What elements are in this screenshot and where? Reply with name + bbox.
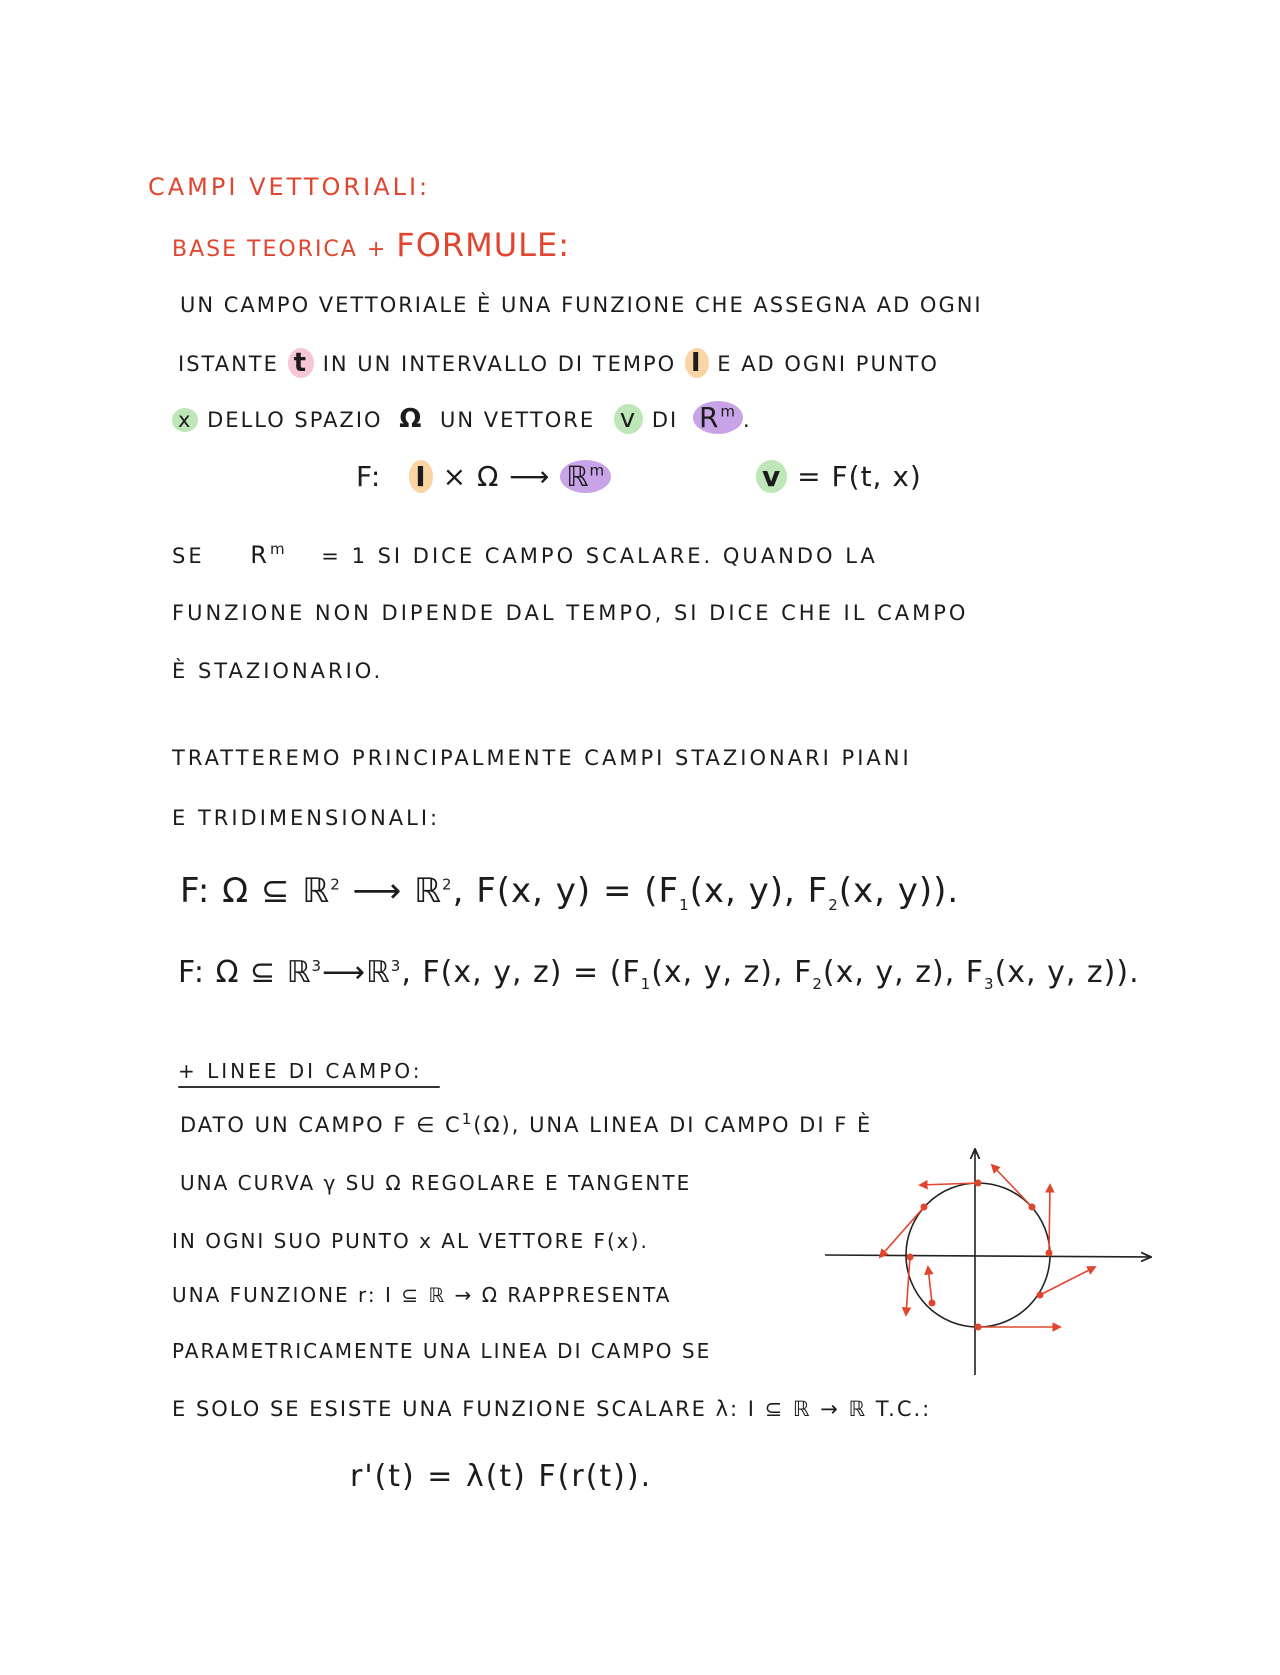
stationary-line-2: E TRIDIMENSIONALI: bbox=[172, 806, 441, 830]
f2d-exp: 2 bbox=[442, 875, 453, 894]
intro-text: DELLO SPAZIO bbox=[207, 408, 383, 432]
field-line-2: UNA CURVA γ SU Ω REGOLARE E TANGENTE bbox=[180, 1171, 692, 1195]
field-lines-diagram bbox=[820, 1145, 1160, 1385]
field-line-final-formula: r'(t) = λ(t) F(r(t)). bbox=[350, 1459, 653, 1494]
intro-text: IN UN INTERVALLO DI TEMPO bbox=[322, 352, 677, 376]
var-R bbox=[693, 401, 743, 434]
field-line-4: UNA FUNZIONE r: I ⊆ ℝ → Ω RAPPRESENTA bbox=[172, 1283, 672, 1307]
formula-v: v bbox=[756, 460, 787, 493]
var-I: I bbox=[685, 348, 709, 378]
f3d-part: , F(x, y, z) = (F bbox=[401, 955, 641, 990]
f2d-part: (x, y), F bbox=[689, 871, 829, 911]
intro-line-3 bbox=[172, 403, 752, 435]
page-title: CAMPI VETTORIALI: bbox=[148, 173, 431, 201]
var-x: x bbox=[172, 408, 198, 432]
scalar-rest: = 1 SI DICE CAMPO SCALARE. QUANDO LA bbox=[321, 544, 878, 568]
scalar-R-exp: m bbox=[269, 540, 288, 558]
scalar-line-1 bbox=[172, 540, 878, 571]
f3d-part: ⟶ℝ bbox=[322, 955, 391, 990]
f2d-sub: 2 bbox=[828, 895, 839, 914]
section-subtitle bbox=[172, 226, 570, 265]
formula-3d bbox=[178, 955, 1140, 993]
field-line-6: E SOLO SE ESISTE UNA FUNZIONE SCALARE λ: I ⊆ ℝ → ℝ T.C.: bbox=[172, 1397, 932, 1421]
f3d-sub: 2 bbox=[812, 975, 823, 993]
formula-R-letter: ℝ bbox=[566, 460, 590, 493]
scalar-se: SE bbox=[172, 544, 205, 568]
x-axis bbox=[825, 1255, 1150, 1257]
intro-text: E AD OGNI PUNTO bbox=[717, 352, 939, 376]
field-lines-heading: + LINEE DI CAMPO: bbox=[178, 1059, 423, 1083]
formula-times-omega: × Ω ⟶ bbox=[442, 460, 551, 493]
field-line-1 bbox=[180, 1110, 872, 1140]
formula-I: I bbox=[409, 460, 432, 493]
var-R-letter: R bbox=[698, 401, 721, 434]
f3d-part: (x, y, z), F bbox=[822, 955, 985, 990]
intro-end: . bbox=[743, 408, 752, 432]
scalar-R-letter: R bbox=[250, 541, 270, 569]
intro-text: UN VETTORE bbox=[440, 408, 596, 432]
fl-exp: 1 bbox=[461, 1110, 474, 1128]
formula-rhs: = F(t, x) bbox=[797, 460, 922, 493]
f3d-sub: 1 bbox=[640, 975, 652, 993]
field-line-5: PARAMETRICAMENTE UNA LINEA DI CAMPO SE bbox=[172, 1339, 712, 1363]
var-R-exp: m bbox=[720, 402, 738, 421]
f3d-part: F: Ω ⊆ ℝ bbox=[178, 955, 312, 990]
var-v: v bbox=[614, 404, 643, 434]
formula-main-lhs bbox=[356, 462, 611, 492]
formula-R-exp: m bbox=[589, 461, 606, 480]
formula-2d bbox=[180, 871, 960, 914]
f2d-sub: 1 bbox=[679, 895, 690, 914]
f3d-sub: 3 bbox=[984, 975, 995, 993]
var-t: t bbox=[288, 348, 314, 378]
formula-main-rhs bbox=[756, 462, 922, 492]
subtitle-formule: FORMULE: bbox=[396, 226, 570, 264]
field-line-3: IN OGNI SUO PUNTO x AL VETTORE F(x). bbox=[172, 1229, 649, 1253]
f2d-part: F: Ω ⊆ ℝ bbox=[180, 871, 331, 911]
f3d-exp: 3 bbox=[390, 957, 402, 975]
formula-F: F: bbox=[356, 460, 382, 493]
formula-R bbox=[560, 460, 611, 493]
scalar-line-2: FUNZIONE NON DIPENDE DAL TEMPO, SI DICE CHE IL CAMPO bbox=[172, 601, 969, 625]
f2d-exp: 2 bbox=[330, 875, 341, 894]
scalar-R bbox=[250, 541, 287, 569]
intro-line-2 bbox=[178, 348, 939, 379]
f3d-part: (x, y, z)). bbox=[994, 955, 1140, 990]
tangent-vectors bbox=[880, 1165, 1095, 1327]
intro-text: ISTANTE bbox=[178, 352, 279, 376]
f2d-part: , F(x, y) = (F bbox=[452, 871, 680, 911]
intro-text: DI bbox=[651, 408, 679, 432]
f3d-part: (x, y, z), F bbox=[651, 955, 813, 990]
stationary-line-1: TRATTEREMO PRINCIPALMENTE CAMPI STAZIONARI PIANI bbox=[172, 746, 912, 770]
f2d-part: ⟶ ℝ bbox=[340, 871, 443, 911]
subtitle-prefix: BASE TEORICA + bbox=[172, 237, 388, 262]
heading-underline bbox=[178, 1086, 440, 1088]
f2d-part: (x, y)). bbox=[838, 871, 960, 911]
fl-part: (Ω), UNA LINEA DI CAMPO DI F È bbox=[473, 1113, 873, 1137]
f3d-exp: 3 bbox=[311, 957, 323, 975]
intro-line-1: UN CAMPO VETTORIALE È UNA FUNZIONE CHE ASSEGNA AD OGNI bbox=[180, 293, 983, 317]
fl-part: DATO UN CAMPO F ∈ C bbox=[180, 1113, 462, 1137]
var-omega: Ω bbox=[399, 404, 424, 434]
scalar-line-3: È STAZIONARIO. bbox=[172, 659, 384, 683]
